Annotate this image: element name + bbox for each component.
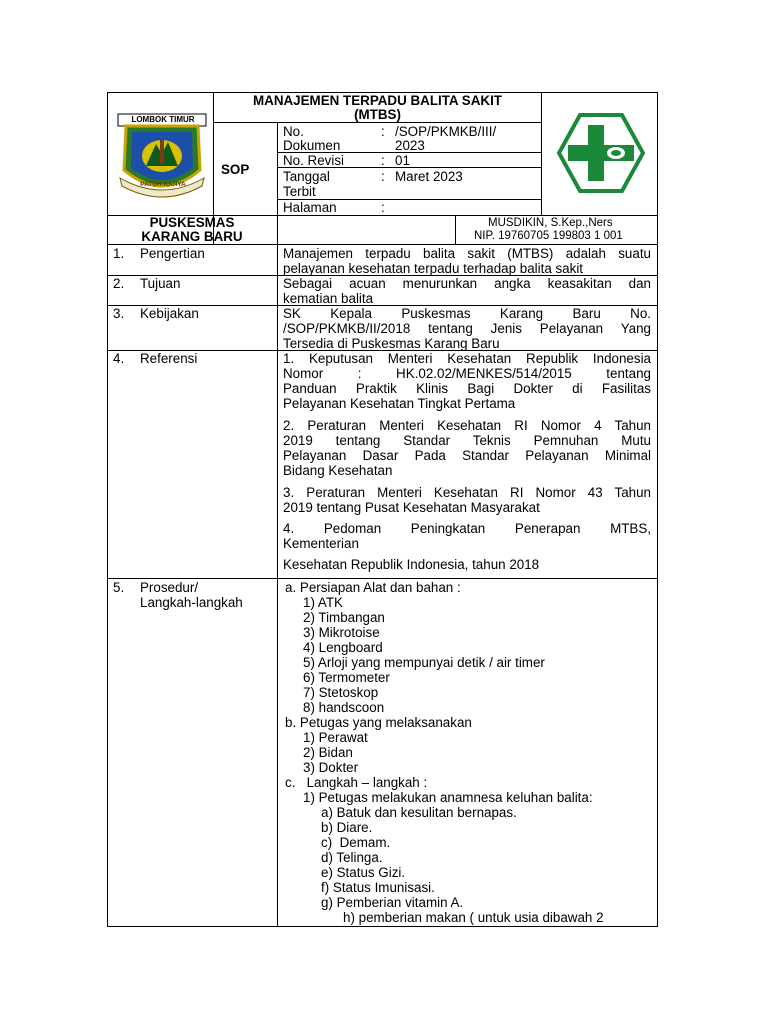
meta-colon: : [381, 169, 385, 184]
prosedur-line: 2) Bidan [303, 745, 353, 760]
prosedur-line: 4) Lengboard [303, 640, 383, 655]
signer-nip: NIP. 19760705 199803 1 001 [474, 230, 623, 242]
row-label-prosedur: Langkah-langkah [140, 595, 243, 610]
row-label-kebijakan: Kebijakan [140, 306, 199, 321]
puskesmas-name-line1: PUSKESMAS [149, 215, 235, 230]
title-bottom-line [213, 122, 542, 123]
signer-name: MUSDIKIN, S.Kep.,Ners [488, 217, 613, 229]
referensi-4-line: 4. Pedoman Peningkatan Penerapan MTBS, [283, 521, 651, 536]
referensi-2-line: 2. Peraturan Menteri Kesehatan RI Nomor 4 Tahun [283, 418, 651, 433]
tujuan-text-line: Sebagai acuan menurunkan angka keasakitan dan [283, 276, 651, 291]
prosedur-line: 2) Timbangan [303, 610, 385, 625]
kebijakan-text-line: Tersedia di Puskesmas Karang Baru [283, 336, 500, 351]
prosedur-line: 5) Arloji yang mempunyai detik / air timer [303, 655, 545, 670]
body-column-divider [277, 244, 278, 927]
meta-value-no-revisi: 01 [395, 153, 410, 168]
prosedur-line: 1) Petugas melakukan anamnesa keluhan balita: [303, 790, 593, 805]
puskesmas-logo-icon [556, 113, 646, 193]
row-label-referensi: Referensi [140, 351, 198, 366]
table-border-right [657, 92, 658, 927]
lombok-timur-banner-text: LOMBOK TIMUR [131, 115, 195, 124]
row-number: 5. [113, 580, 125, 595]
prosedur-line: g) Pemberian vitamin A. [321, 895, 464, 910]
meta-colon: : [381, 124, 385, 139]
referensi-3-line: 2019 tentang Pusat Kesehatan Masyarakat [283, 500, 540, 515]
kebijakan-text-line: SK Kepala Puskesmas Karang Baru No. [283, 306, 651, 321]
prosedur-line: b) Diare. [321, 820, 373, 835]
referensi-2-line: 2019 tentang Standar Teknis Pemnuhan Mutu [283, 433, 651, 448]
document-title-line2: (MTBS) [354, 107, 401, 122]
referensi-1-line: Panduan Praktik Klinis Bagi Dokter di Fasilitas [283, 381, 651, 396]
prosedur-line: a. Persiapan Alat dan bahan : [285, 580, 461, 595]
row-label-prosedur: Prosedur/ [140, 580, 199, 595]
row1-top-line [107, 244, 658, 245]
referensi-1-line: 1. Keputusan Menteri Kesehatan Republik Indonesia [283, 351, 651, 366]
referensi-5-line: Kesehatan Republik Indonesia, tahun 2018 [283, 557, 540, 572]
tujuan-text-line: kematian balita [283, 291, 374, 306]
puskesmas-name-line2: KARANG BARU [141, 229, 243, 244]
prosedur-line: 1) Perawat [303, 730, 368, 745]
pengertian-text-line: Manajemen terpadu balita sakit (MTBS) adalah suatu [283, 246, 651, 261]
row5-top-line [107, 578, 658, 579]
table-border-bottom [107, 926, 658, 927]
prosedur-line: h) pemberian makan ( untuk usia dibawah 2 [343, 910, 604, 925]
prosedur-line: a) Batuk dan kesulitan bernapas. [321, 805, 517, 820]
meta-label-no-dokumen-1: No. [283, 124, 304, 139]
row-number: 2. [113, 276, 125, 291]
prosedur-line: b. Petugas yang melaksanakan [285, 715, 472, 730]
document-title-line1: MANAJEMEN TERPADU BALITA SAKIT [253, 93, 502, 108]
prosedur-line: e) Status Gizi. [321, 865, 406, 880]
sop-divider [277, 122, 278, 244]
prosedur-line: 7) Stetoskop [303, 685, 379, 700]
meta-label-halaman: Halaman [283, 200, 337, 215]
prosedur-line: 3) Dokter [303, 760, 359, 775]
meta-value-tanggal: Maret 2023 [395, 169, 463, 184]
prosedur-line: d) Telinga. [321, 850, 383, 865]
meta-colon: : [381, 153, 385, 168]
row-number: 4. [113, 351, 125, 366]
referensi-1-line: Nomor : HK.02.02/MENKES/514/2015 tentang [283, 366, 651, 381]
prosedur-line: c. Langkah – langkah : [285, 775, 428, 790]
referensi-1-line: Pelayanan Kesehatan Tingkat Pertama [283, 396, 516, 411]
meta-label-tanggal-1: Tanggal [283, 169, 330, 184]
meta-colon: : [381, 200, 385, 215]
kebijakan-text-line: /SOP/PKMKB/II/2018 tentang Jenis Pelayanan Yang [283, 321, 651, 336]
prosedur-line: 6) Termometer [303, 670, 390, 685]
patuh-karya-ribbon-text: PATUH KARYA [140, 181, 186, 188]
meta-label-no-revisi: No. Revisi [283, 153, 345, 168]
sop-label: SOP [221, 162, 250, 177]
prosedur-line: f) Status Imunisasi. [321, 880, 435, 895]
prosedur-line: 8) handscoon [303, 700, 385, 715]
referensi-4-line: Kementerian [283, 536, 359, 551]
signer-divider [455, 215, 456, 244]
prosedur-line: c) Demam. [321, 835, 391, 850]
row-label-tujuan: Tujuan [140, 276, 181, 291]
row-number: 1. [113, 246, 125, 261]
meta-label-tanggal-2: Terbit [283, 184, 316, 199]
referensi-2-line: Pelayanan Dasar Pada Standar Pelayanan Minimal [283, 448, 651, 463]
referensi-2-line: Bidang Kesehatan [283, 463, 393, 478]
prosedur-line: 1) ATK [303, 595, 343, 610]
meta-value-no-dokumen-2: 2023 [395, 138, 425, 153]
meta-value-no-dokumen-1: /SOP/PKMKB/III/ [395, 124, 497, 139]
prosedur-line: 3) Mikrotoise [303, 625, 380, 640]
row-label-pengertian: Pengertian [140, 246, 205, 261]
row-number: 3. [113, 306, 125, 321]
pengertian-text-line: pelayanan kesehatan terpadu terhadap balita sakit [283, 261, 584, 276]
referensi-3-line: 3. Peraturan Menteri Kesehatan RI Nomor 43 Tahun [283, 485, 651, 500]
meta-label-no-dokumen-2: Dokumen [283, 138, 341, 153]
